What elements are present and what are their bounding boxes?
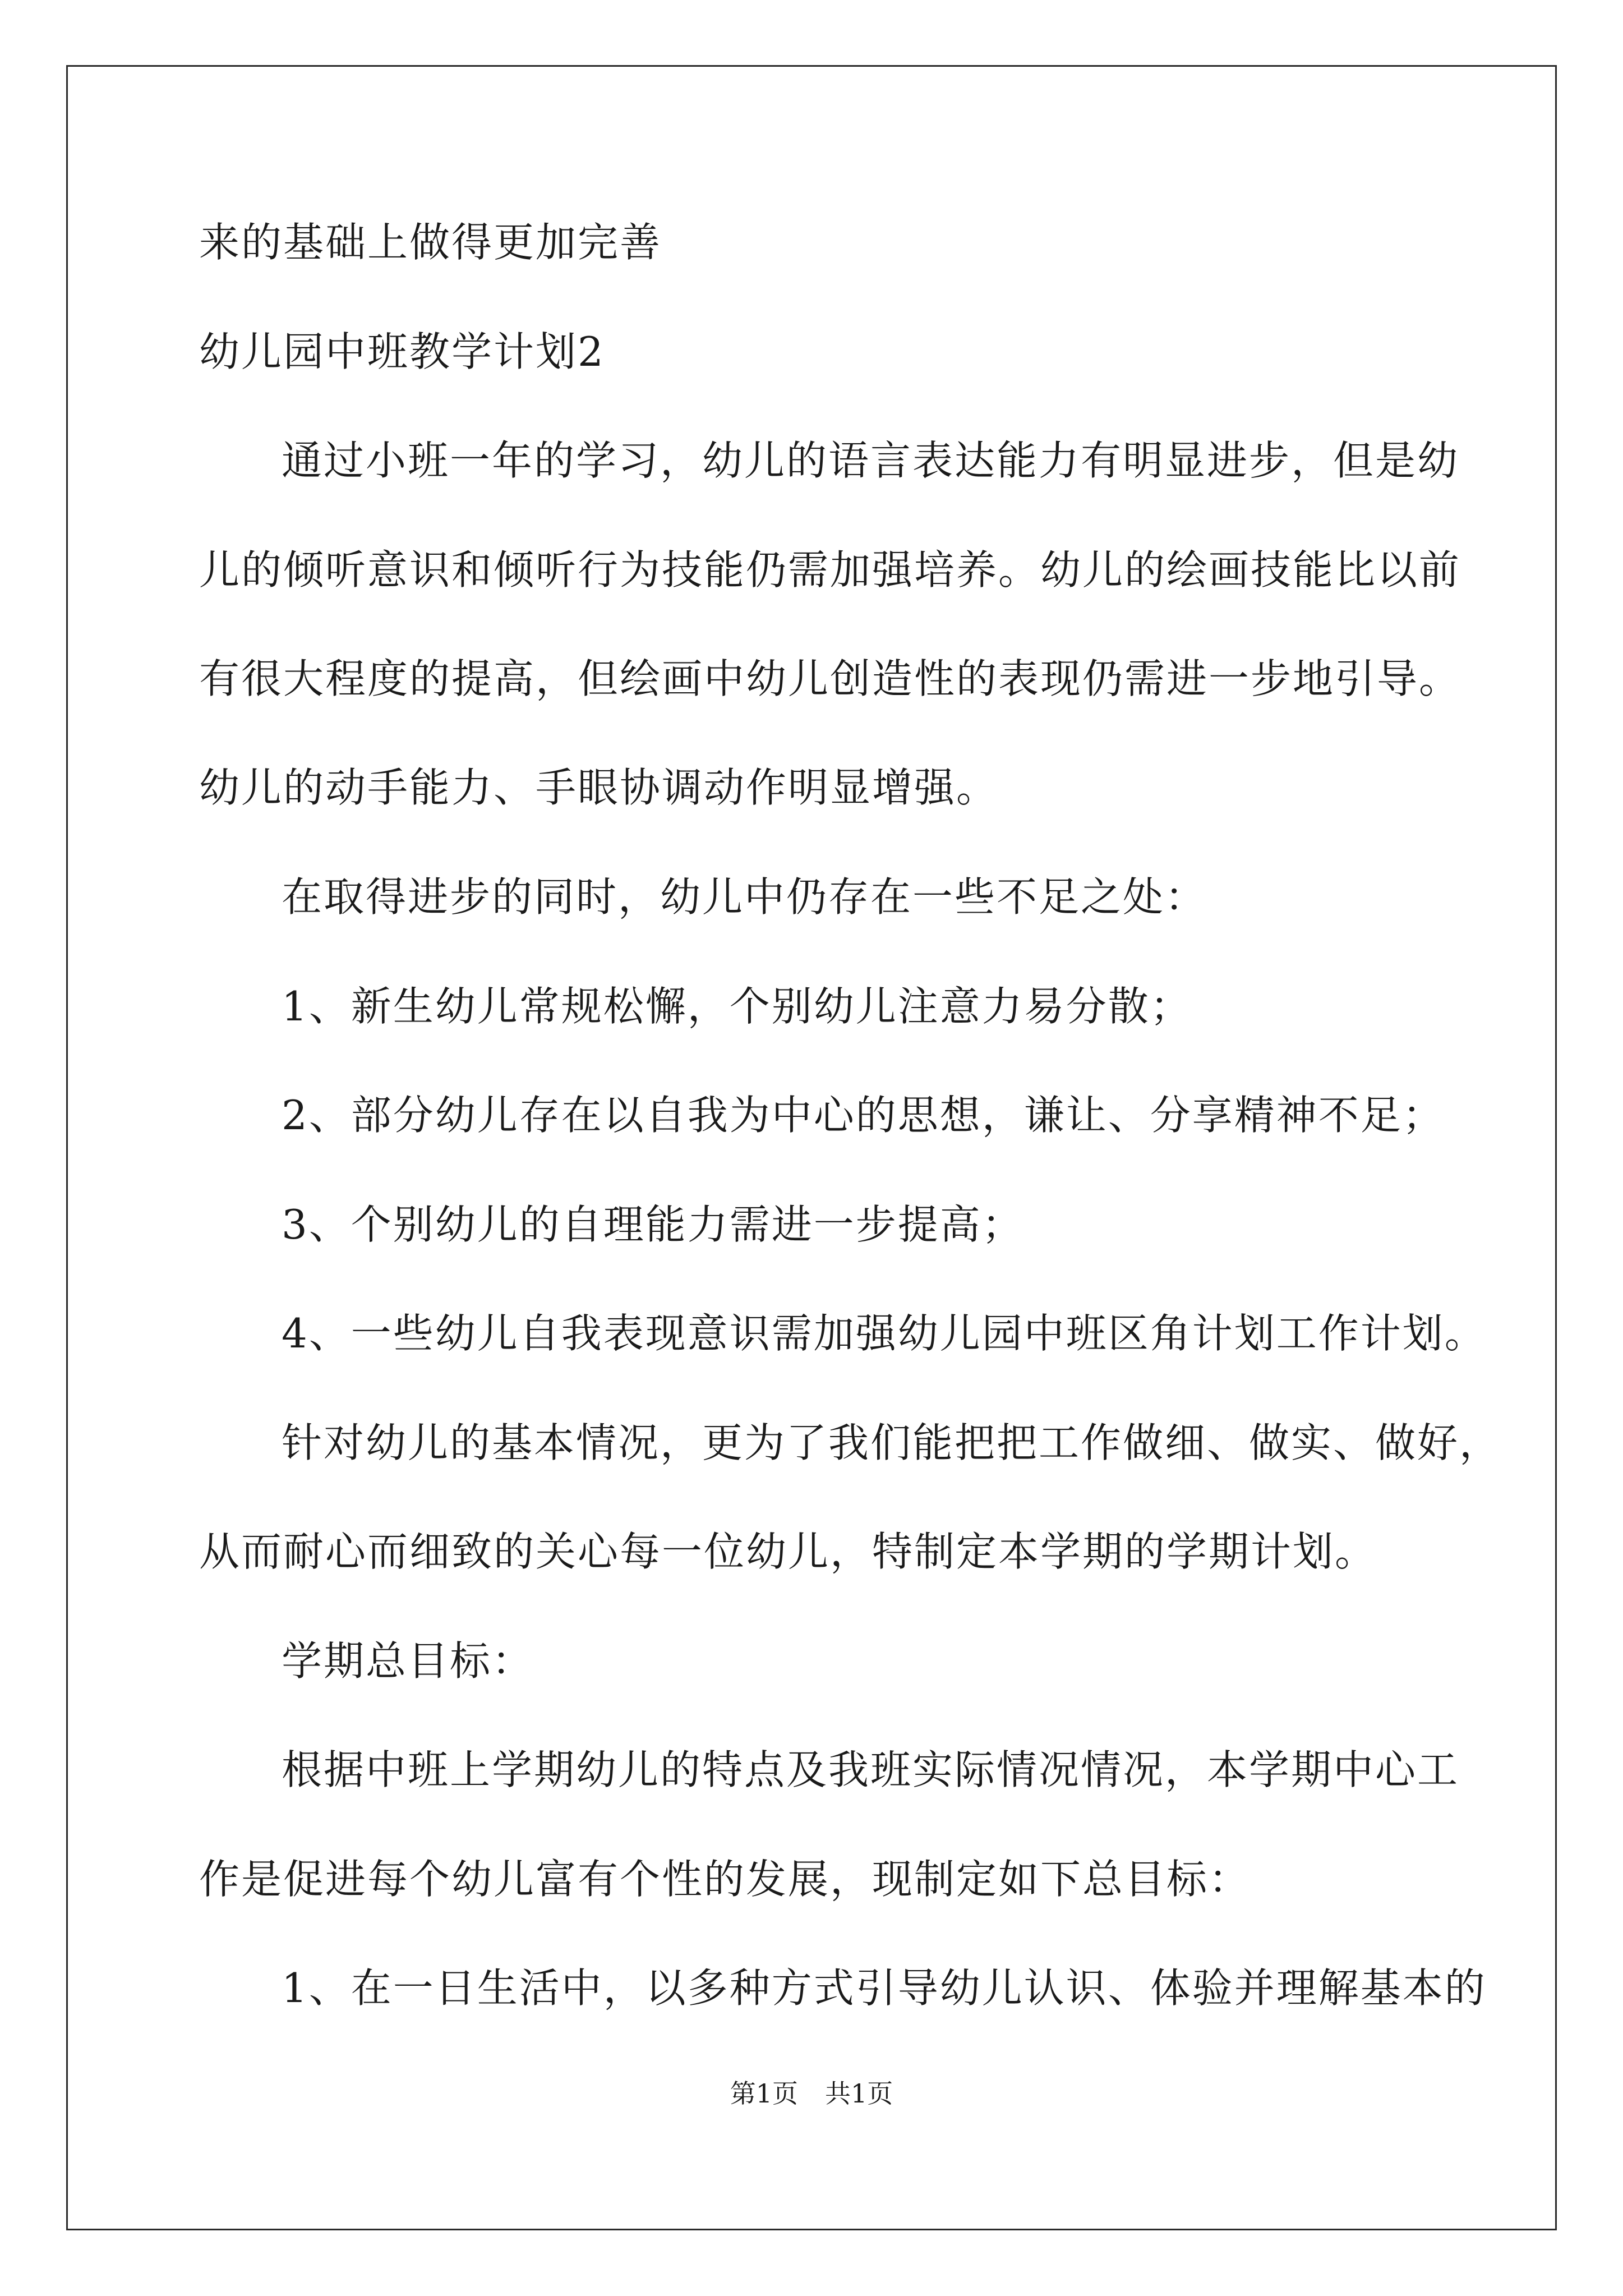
page-number: 第1页 [730,2078,798,2109]
subheading: 学期总目标： [282,1637,534,1685]
paragraph-line: 在取得进步的同时，幼儿中仍存在一些不足之处： [282,873,1207,921]
list-item: 2、部分幼儿存在以自我为中心的思想，谦让、分享精神不足； [282,1092,1445,1139]
list-item: 3、个别幼儿的自理能力需进一步提高； [282,1201,1024,1248]
list-item: 1、新生幼儿常规松懈，个别幼儿注意力易分散； [282,983,1192,1030]
paragraph-line: 作是促进每个幼儿富有个性的发展，现制定如下总目标： [199,1856,1251,1903]
paragraph-line: 通过小班一年的学习，幼儿的语言表达能力有明显进步，但是幼 [282,437,1460,484]
page-total: 共1页 [825,2078,893,2109]
paragraph-line: 儿的倾听意识和倾听行为技能仍需加强培养。幼儿的绘画技能比以前 [199,546,1461,593]
list-item: 4、一些幼儿自我表现意识需加强幼儿园中班区角计划工作计划。 [282,1310,1487,1357]
paragraph-line: 有很大程度的提高，但绘画中幼儿创造性的表现仍需进一步地引导。 [199,655,1461,702]
text-line: 来的基础上做得更加完善 [199,219,662,266]
paragraph-line: 针对幼儿的基本情况，更为了我们能把把工作做细、做实、做好， [282,1419,1502,1466]
paragraph-line: 从而耐心而细致的关心每一位幼儿，特制定本学期的学期计划。 [199,1528,1377,1575]
section-heading: 幼儿园中班教学计划2 [199,328,605,375]
paragraph-line: 根据中班上学期幼儿的特点及我班实际情况情况，本学期中心工 [282,1746,1460,1793]
page-footer [0,2077,1623,2110]
paragraph-line: 幼儿的动手能力、手眼协调动作明显增强。 [199,764,999,811]
list-item: 1、在一日生活中，以多种方式引导幼儿认识、体验并理解基本的 [282,1964,1487,2012]
